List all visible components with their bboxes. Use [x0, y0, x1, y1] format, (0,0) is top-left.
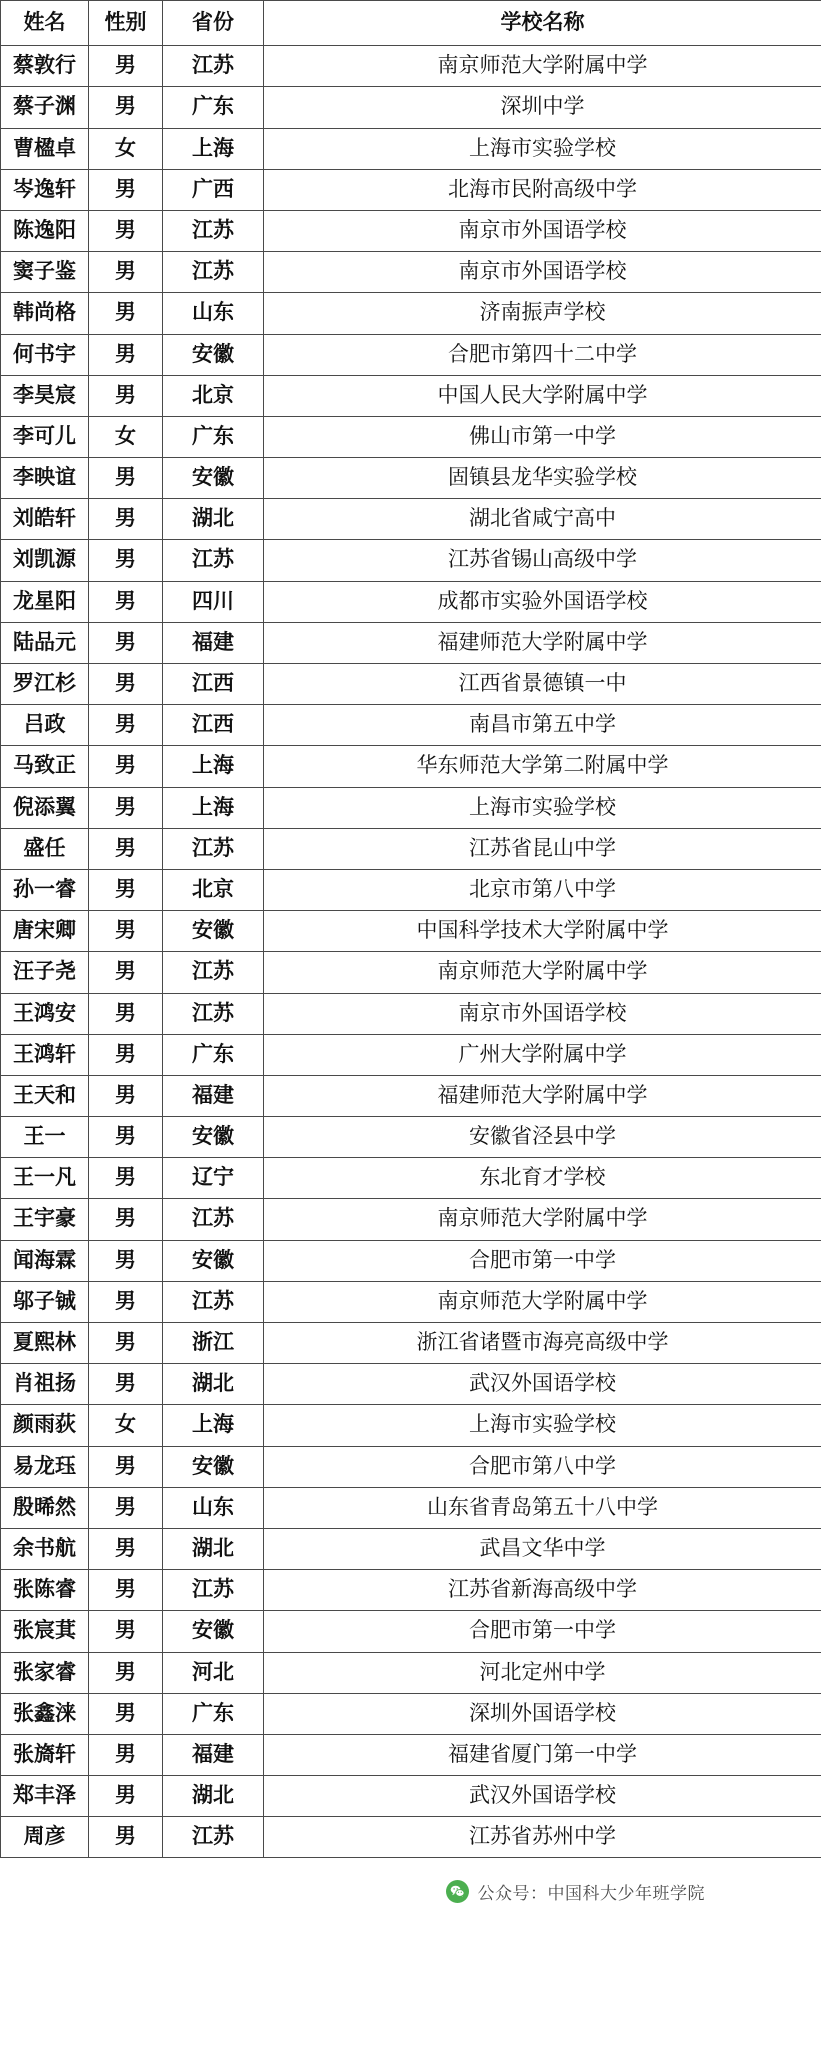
cell-name: 何书宇	[1, 334, 89, 375]
cell-name: 王天和	[1, 1075, 89, 1116]
cell-name: 余书航	[1, 1528, 89, 1569]
cell-school: 武昌文华中学	[264, 1528, 821, 1569]
table-row	[1, 1611, 821, 1652]
cell-province: 湖北	[163, 499, 264, 540]
cell-school: 武汉外国语学校	[264, 1364, 821, 1405]
cell-name: 蔡子渊	[1, 87, 89, 128]
cell-gender: 女	[89, 416, 163, 457]
table-row	[1, 664, 821, 705]
cell-gender: 男	[89, 911, 163, 952]
cell-name: 周彦	[1, 1817, 89, 1858]
cell-gender: 男	[89, 87, 163, 128]
cell-gender: 女	[89, 1405, 163, 1446]
column-header-name: 姓名	[1, 1, 89, 46]
cell-province: 江西	[163, 705, 264, 746]
footer-inner	[446, 1879, 706, 1904]
cell-school: 东北育才学校	[264, 1158, 821, 1199]
cell-school: 中国人民大学附属中学	[264, 375, 821, 416]
table-row	[1, 1817, 821, 1858]
cell-school: 南京师范大学附属中学	[264, 1281, 821, 1322]
table-row	[1, 458, 821, 499]
cell-province: 广东	[163, 416, 264, 457]
cell-province: 湖北	[163, 1776, 264, 1817]
cell-gender: 男	[89, 1281, 163, 1322]
cell-name: 唐宋卿	[1, 911, 89, 952]
cell-province: 福建	[163, 1734, 264, 1775]
cell-school: 南昌市第五中学	[264, 705, 821, 746]
cell-school: 江苏省锡山高级中学	[264, 540, 821, 581]
cell-province: 湖北	[163, 1364, 264, 1405]
cell-school: 南京市外国语学校	[264, 252, 821, 293]
cell-gender: 男	[89, 1528, 163, 1569]
cell-province: 安徽	[163, 1117, 264, 1158]
cell-province: 安徽	[163, 458, 264, 499]
cell-school: 成都市实验外国语学校	[264, 581, 821, 622]
cell-name: 陈逸阳	[1, 210, 89, 251]
table-row	[1, 1487, 821, 1528]
table-row	[1, 416, 821, 457]
cell-school: 合肥市第一中学	[264, 1611, 821, 1652]
cell-school: 福建师范大学附属中学	[264, 622, 821, 663]
cell-name: 张家睿	[1, 1652, 89, 1693]
cell-province: 江苏	[163, 1570, 264, 1611]
cell-name: 邬子铖	[1, 1281, 89, 1322]
cell-province: 江苏	[163, 46, 264, 87]
cell-name: 李昊宸	[1, 375, 89, 416]
table-header-row	[1, 1, 821, 46]
table-row	[1, 911, 821, 952]
cell-name: 颜雨荻	[1, 1405, 89, 1446]
cell-gender: 男	[89, 993, 163, 1034]
cell-school: 南京师范大学附属中学	[264, 1199, 821, 1240]
cell-name: 郑丰泽	[1, 1776, 89, 1817]
cell-school: 华东师范大学第二附属中学	[264, 746, 821, 787]
table-row	[1, 1117, 821, 1158]
table-body	[1, 46, 821, 1858]
cell-school: 浙江省诸暨市海亮高级中学	[264, 1323, 821, 1364]
cell-school: 济南振声学校	[264, 293, 821, 334]
cell-gender: 男	[89, 540, 163, 581]
table-row	[1, 375, 821, 416]
cell-province: 安徽	[163, 911, 264, 952]
cell-name: 倪添翼	[1, 787, 89, 828]
cell-school: 江苏省昆山中学	[264, 828, 821, 869]
cell-gender: 男	[89, 210, 163, 251]
cell-province: 江苏	[163, 993, 264, 1034]
table-row	[1, 293, 821, 334]
cell-gender: 男	[89, 1693, 163, 1734]
cell-school: 上海市实验学校	[264, 787, 821, 828]
table-row	[1, 1364, 821, 1405]
table-row	[1, 1446, 821, 1487]
cell-province: 河北	[163, 1652, 264, 1693]
cell-school: 广州大学附属中学	[264, 1034, 821, 1075]
table-row	[1, 1075, 821, 1116]
cell-gender: 男	[89, 1611, 163, 1652]
cell-gender: 男	[89, 622, 163, 663]
cell-name: 李可儿	[1, 416, 89, 457]
cell-name: 汪子尧	[1, 952, 89, 993]
cell-name: 王一凡	[1, 1158, 89, 1199]
cell-province: 山东	[163, 1487, 264, 1528]
cell-school: 合肥市第一中学	[264, 1240, 821, 1281]
table-row	[1, 869, 821, 910]
cell-name: 蔡敦行	[1, 46, 89, 87]
cell-name: 孙一睿	[1, 869, 89, 910]
cell-name: 刘皓轩	[1, 499, 89, 540]
cell-school: 深圳外国语学校	[264, 1693, 821, 1734]
table-row	[1, 1240, 821, 1281]
column-header-school: 学校名称	[264, 1, 821, 46]
table-row	[1, 334, 821, 375]
cell-name: 盛任	[1, 828, 89, 869]
table-row	[1, 828, 821, 869]
column-header-gender: 性别	[89, 1, 163, 46]
cell-school: 南京市外国语学校	[264, 210, 821, 251]
cell-province: 安徽	[163, 1240, 264, 1281]
cell-gender: 男	[89, 1817, 163, 1858]
wechat-icon	[446, 1880, 469, 1903]
cell-school: 合肥市第四十二中学	[264, 334, 821, 375]
table-row	[1, 1652, 821, 1693]
cell-gender: 男	[89, 458, 163, 499]
cell-name: 罗江杉	[1, 664, 89, 705]
cell-gender: 女	[89, 128, 163, 169]
table-row	[1, 787, 821, 828]
cell-province: 辽宁	[163, 1158, 264, 1199]
cell-gender: 男	[89, 1487, 163, 1528]
cell-name: 韩尚格	[1, 293, 89, 334]
table-row	[1, 1570, 821, 1611]
cell-school: 福建省厦门第一中学	[264, 1734, 821, 1775]
cell-gender: 男	[89, 1240, 163, 1281]
cell-province: 江苏	[163, 540, 264, 581]
cell-province: 江西	[163, 664, 264, 705]
cell-province: 北京	[163, 375, 264, 416]
table-row	[1, 252, 821, 293]
cell-name: 张鑫涞	[1, 1693, 89, 1734]
cell-province: 江苏	[163, 252, 264, 293]
cell-gender: 男	[89, 828, 163, 869]
column-header-province: 省份	[163, 1, 264, 46]
cell-gender: 男	[89, 1364, 163, 1405]
cell-school: 福建师范大学附属中学	[264, 1075, 821, 1116]
cell-school: 南京师范大学附属中学	[264, 46, 821, 87]
cell-gender: 男	[89, 293, 163, 334]
cell-province: 广东	[163, 1034, 264, 1075]
cell-school: 北京市第八中学	[264, 869, 821, 910]
cell-province: 江苏	[163, 1817, 264, 1858]
cell-province: 江苏	[163, 828, 264, 869]
cell-province: 上海	[163, 787, 264, 828]
cell-school: 中国科学技术大学附属中学	[264, 911, 821, 952]
cell-province: 安徽	[163, 1446, 264, 1487]
cell-gender: 男	[89, 705, 163, 746]
cell-name: 易龙珏	[1, 1446, 89, 1487]
cell-name: 窦子鉴	[1, 252, 89, 293]
cell-name: 王一	[1, 1117, 89, 1158]
cell-name: 殷晞然	[1, 1487, 89, 1528]
cell-name: 刘凯源	[1, 540, 89, 581]
table-row	[1, 1034, 821, 1075]
cell-gender: 男	[89, 1034, 163, 1075]
cell-name: 王鸿安	[1, 993, 89, 1034]
table-row	[1, 622, 821, 663]
cell-school: 山东省青岛第五十八中学	[264, 1487, 821, 1528]
cell-school: 江苏省新海高级中学	[264, 1570, 821, 1611]
cell-school: 深圳中学	[264, 87, 821, 128]
cell-gender: 男	[89, 499, 163, 540]
table-row	[1, 1776, 821, 1817]
footer	[0, 1858, 821, 1924]
cell-province: 山东	[163, 293, 264, 334]
cell-school: 江西省景德镇一中	[264, 664, 821, 705]
cell-gender: 男	[89, 787, 163, 828]
cell-name: 张陈睿	[1, 1570, 89, 1611]
cell-gender: 男	[89, 746, 163, 787]
table-row	[1, 499, 821, 540]
cell-province: 北京	[163, 869, 264, 910]
cell-province: 福建	[163, 622, 264, 663]
table-row	[1, 746, 821, 787]
footer-account-text: 公众号：中国科大少年班学院	[477, 1883, 705, 1903]
table-row	[1, 1405, 821, 1446]
table-row	[1, 210, 821, 251]
table-row	[1, 993, 821, 1034]
cell-gender: 男	[89, 664, 163, 705]
table-row	[1, 540, 821, 581]
table-row	[1, 87, 821, 128]
cell-gender: 男	[89, 869, 163, 910]
cell-gender: 男	[89, 334, 163, 375]
cell-gender: 男	[89, 1199, 163, 1240]
table-row	[1, 46, 821, 87]
cell-province: 广东	[163, 1693, 264, 1734]
cell-gender: 男	[89, 1158, 163, 1199]
cell-province: 上海	[163, 1405, 264, 1446]
cell-gender: 男	[89, 952, 163, 993]
cell-name: 张宸萁	[1, 1611, 89, 1652]
cell-province: 江苏	[163, 1281, 264, 1322]
cell-school: 佛山市第一中学	[264, 416, 821, 457]
cell-school: 北海市民附高级中学	[264, 169, 821, 210]
cell-province: 上海	[163, 128, 264, 169]
cell-name: 曹楹卓	[1, 128, 89, 169]
cell-school: 武汉外国语学校	[264, 1776, 821, 1817]
table-row	[1, 1323, 821, 1364]
cell-province: 广东	[163, 87, 264, 128]
cell-gender: 男	[89, 46, 163, 87]
cell-gender: 男	[89, 1734, 163, 1775]
table-row	[1, 1734, 821, 1775]
cell-name: 吕政	[1, 705, 89, 746]
cell-province: 湖北	[163, 1528, 264, 1569]
cell-province: 江苏	[163, 1199, 264, 1240]
cell-name: 李映谊	[1, 458, 89, 499]
cell-gender: 男	[89, 1570, 163, 1611]
cell-school: 湖北省咸宁高中	[264, 499, 821, 540]
table-row	[1, 581, 821, 622]
cell-name: 王鸿轩	[1, 1034, 89, 1075]
cell-gender: 男	[89, 581, 163, 622]
cell-province: 安徽	[163, 1611, 264, 1652]
cell-province: 江苏	[163, 952, 264, 993]
cell-school: 上海市实验学校	[264, 128, 821, 169]
cell-gender: 男	[89, 169, 163, 210]
cell-province: 福建	[163, 1075, 264, 1116]
cell-name: 张旖轩	[1, 1734, 89, 1775]
cell-name: 龙星阳	[1, 581, 89, 622]
cell-school: 江苏省苏州中学	[264, 1817, 821, 1858]
cell-gender: 男	[89, 1446, 163, 1487]
table-row	[1, 128, 821, 169]
cell-name: 王宇豪	[1, 1199, 89, 1240]
cell-school: 南京市外国语学校	[264, 993, 821, 1034]
cell-province: 安徽	[163, 334, 264, 375]
cell-gender: 男	[89, 375, 163, 416]
table-row	[1, 1528, 821, 1569]
cell-school: 安徽省泾县中学	[264, 1117, 821, 1158]
table-row	[1, 169, 821, 210]
cell-name: 岑逸轩	[1, 169, 89, 210]
cell-gender: 男	[89, 1776, 163, 1817]
cell-school: 南京师范大学附属中学	[264, 952, 821, 993]
cell-province: 上海	[163, 746, 264, 787]
cell-name: 闻海霖	[1, 1240, 89, 1281]
table-header	[1, 1, 821, 46]
cell-gender: 男	[89, 1075, 163, 1116]
cell-gender: 男	[89, 1323, 163, 1364]
table-row	[1, 1693, 821, 1734]
cell-gender: 男	[89, 1652, 163, 1693]
table-row	[1, 1199, 821, 1240]
cell-province: 浙江	[163, 1323, 264, 1364]
cell-name: 夏熙林	[1, 1323, 89, 1364]
table-row	[1, 1158, 821, 1199]
table-row	[1, 952, 821, 993]
table-row	[1, 1281, 821, 1322]
cell-province: 广西	[163, 169, 264, 210]
cell-school: 固镇县龙华实验学校	[264, 458, 821, 499]
cell-gender: 男	[89, 1117, 163, 1158]
cell-name: 肖祖扬	[1, 1364, 89, 1405]
cell-school: 合肥市第八中学	[264, 1446, 821, 1487]
cell-province: 四川	[163, 581, 264, 622]
cell-school: 河北定州中学	[264, 1652, 821, 1693]
table-row	[1, 705, 821, 746]
cell-school: 上海市实验学校	[264, 1405, 821, 1446]
cell-gender: 男	[89, 252, 163, 293]
cell-name: 陆品元	[1, 622, 89, 663]
cell-name: 马致正	[1, 746, 89, 787]
cell-province: 江苏	[163, 210, 264, 251]
